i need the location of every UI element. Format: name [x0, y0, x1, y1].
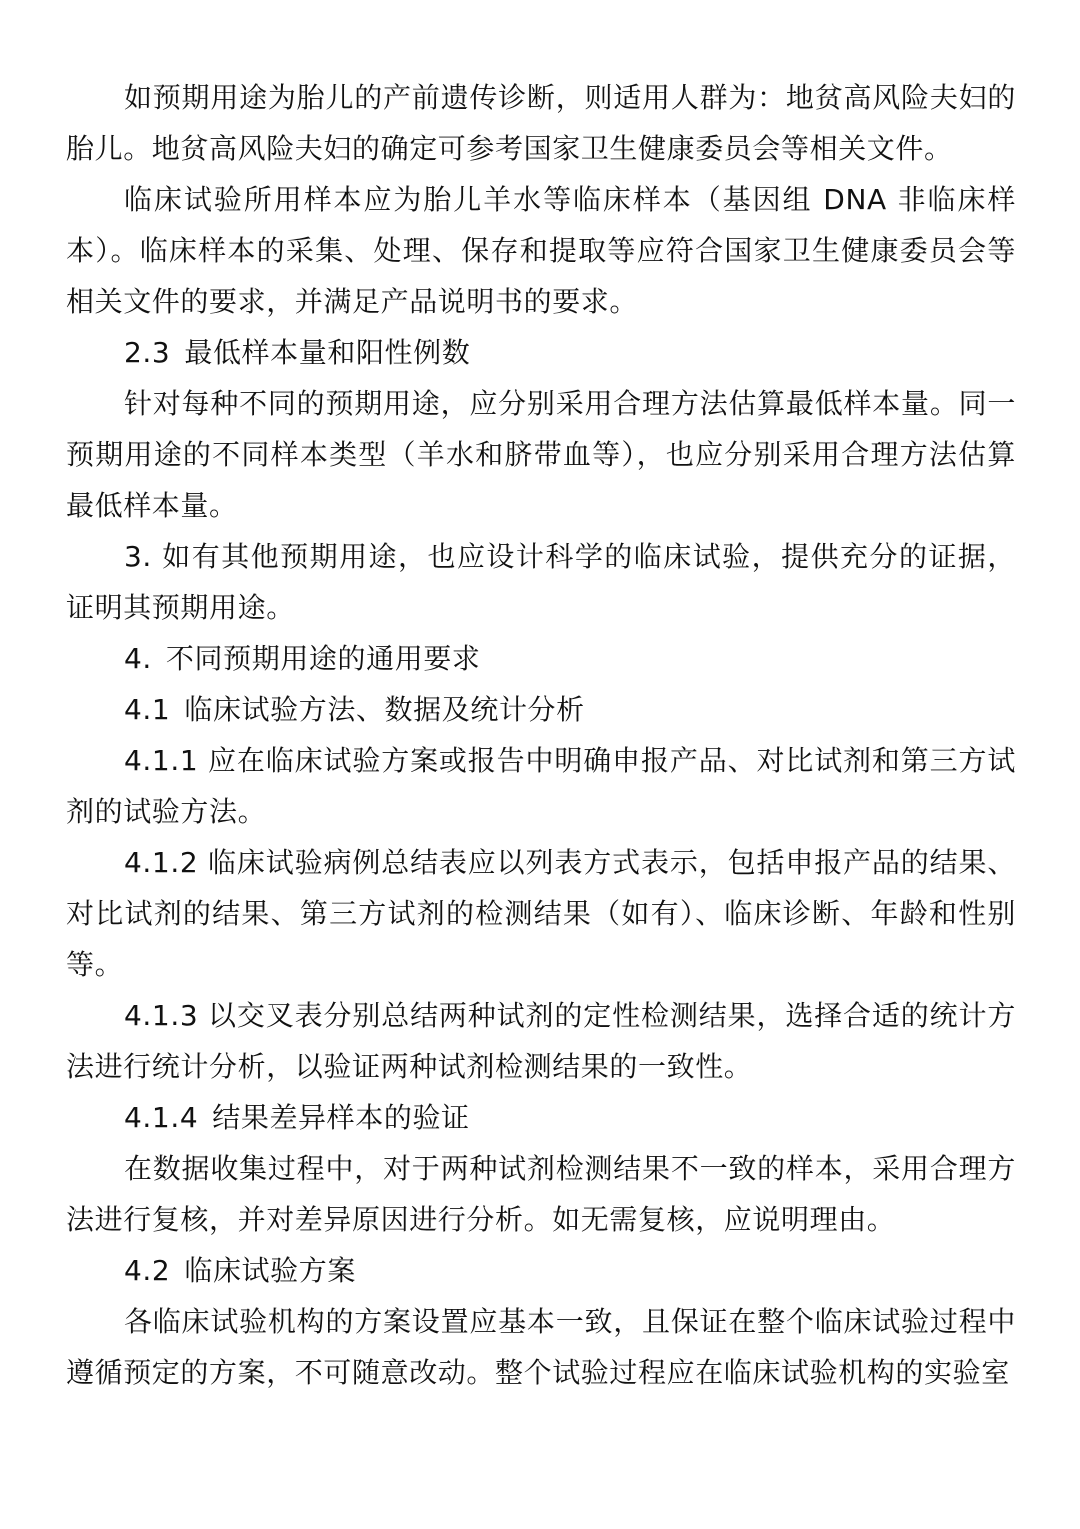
- paragraph-target-population: 如预期用途为胎儿的产前遗传诊断，则适用人群为：地贫高风险夫妇的胎儿。地贫高风险夫妇的确定可参考国家卫生健康委员会等相关文件。: [66, 81, 1016, 165]
- paragraph-protocol: 各临床试验机构的方案设置应基本一致，且保证在整个临床试验过程中遵循预定的方案，不可随意改动。整个试验过程应在临床试验机构的实验室: [66, 1305, 1016, 1389]
- section-heading-4-1: [66, 684, 1016, 735]
- document-body: [66, 72, 1016, 1398]
- section-title: 临床试验方法、数据及统计分析: [184, 693, 585, 726]
- section-number: 2.3: [124, 336, 171, 369]
- section-heading-4: [66, 633, 1016, 684]
- paragraph-sample-size: 针对每种不同的预期用途，应分别采用合理方法估算最低样本量。同一预期用途的不同样本类型（羊水和脐带血等），也应分别采用合理方法估算最低样本量。: [66, 387, 1016, 522]
- section-number: 4.1.4: [124, 1101, 199, 1134]
- paragraph-4-1-3: 4.1.3 以交叉表分别总结两种试剂的定性检测结果，选择合适的统计方法进行统计分析，以验证两种试剂检测结果的一致性。: [66, 999, 1016, 1083]
- section-title: 临床试验方案: [184, 1254, 356, 1287]
- section-heading-4-1-4: [66, 1092, 1016, 1143]
- section-title: 最低样本量和阳性例数: [184, 336, 471, 369]
- section-title: 结果差异样本的验证: [212, 1101, 470, 1134]
- paragraph-4-1-1: 4.1.1 应在临床试验方案或报告中明确申报产品、对比试剂和第三方试剂的试验方法。: [66, 744, 1016, 828]
- paragraph-other-uses: 3. 如有其他预期用途，也应设计科学的临床试验，提供充分的证据，证明其预期用途。: [66, 540, 1016, 624]
- section-heading-4-2: [66, 1245, 1016, 1296]
- paragraph-clinical-samples: 临床试验所用样本应为胎儿羊水等临床样本（基因组 DNA 非临床样本）。临床样本的采集、处理、保存和提取等应符合国家卫生健康委员会等相关文件的要求，并满足产品说明书的要求。: [66, 183, 1016, 318]
- paragraph-4-1-2: 4.1.2 临床试验病例总结表应以列表方式表示，包括申报产品的结果、对比试剂的结果、第三方试剂的检测结果（如有）、临床诊断、年龄和性别等。: [66, 846, 1016, 981]
- section-number: 4.1: [124, 693, 171, 726]
- section-heading-2-3: [66, 327, 1016, 378]
- section-number: 4.: [124, 642, 152, 675]
- paragraph-discrepancy-review: 在数据收集过程中，对于两种试剂检测结果不一致的样本，采用合理方法进行复核，并对差异原因进行分析。如无需复核，应说明理由。: [66, 1152, 1016, 1236]
- section-title: 不同预期用途的通用要求: [165, 642, 481, 675]
- section-number: 4.2: [124, 1254, 171, 1287]
